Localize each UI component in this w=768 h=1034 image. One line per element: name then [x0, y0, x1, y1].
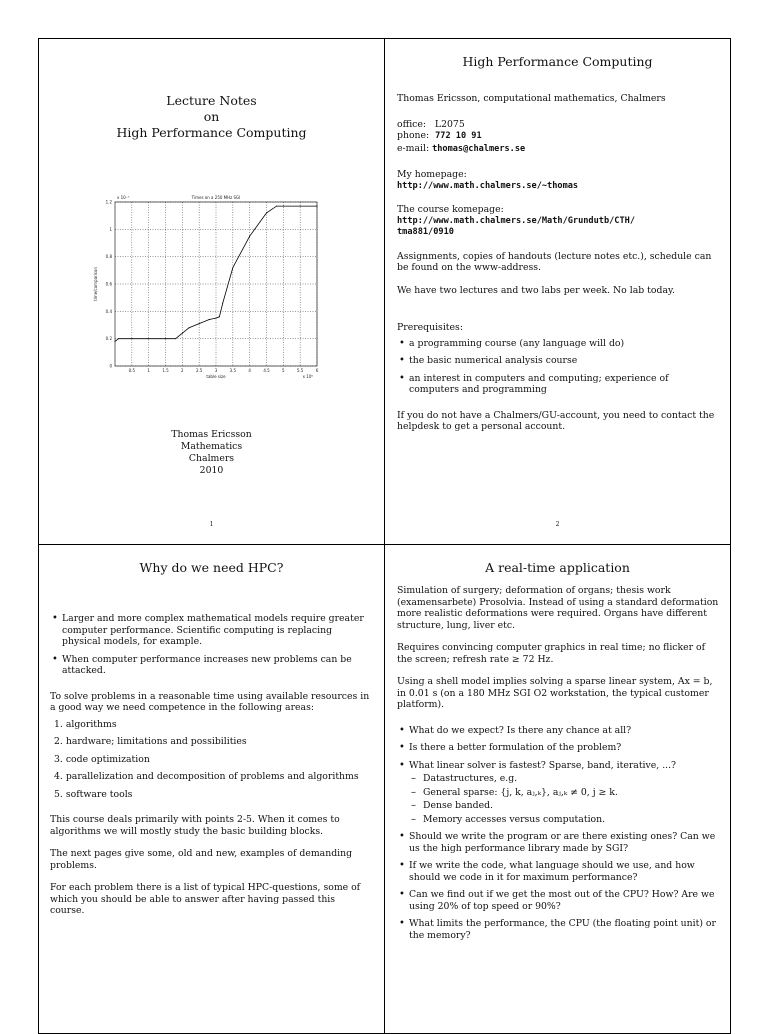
x-axis-label: table size: [206, 374, 226, 379]
list-item: • an interest in computers and computing; experience of computers and programming: [397, 373, 719, 396]
page-number-2: 2: [555, 521, 560, 528]
y-multiplier: x 10⁻⁷: [117, 195, 130, 200]
list-item: • a programming course (any language will do): [397, 338, 719, 350]
y-tick-label: 1: [109, 226, 112, 232]
timing-chart: [39, 187, 384, 382]
data-point: [182, 333, 183, 334]
slide-2: [385, 39, 730, 544]
author-year: 2010: [199, 465, 224, 476]
chart-title: Times on a 250 MHz SGI: [191, 195, 241, 200]
slide-3-title: Why do we need HPC?: [139, 560, 284, 575]
data-point: [283, 206, 284, 207]
x-tick-label: 5: [282, 368, 285, 373]
areas-intro: To solve problems in a reasonable time using available resources in a good way we need competence in the following areas:: [50, 690, 370, 713]
data-point: [266, 212, 267, 213]
author-dept: Mathematics: [180, 441, 243, 452]
graphics-text: Requires convincing computer graphics in real time; no flicker of the screen; refresh rate ≥ 72 Hz.: [397, 642, 706, 665]
x-tick-label: 1: [147, 368, 150, 373]
slide-1: [39, 39, 384, 544]
list-item: [397, 760, 719, 826]
title-line-3: High Performance Computing: [116, 125, 307, 140]
phone-label: phone:: [397, 130, 430, 141]
list-item: 1. algorithms: [54, 718, 117, 730]
slide-1-title: [39, 93, 384, 141]
x-tick-label: 6: [315, 368, 319, 373]
title-line-2: on: [203, 109, 220, 124]
y-tick-label: 0.6: [105, 281, 112, 287]
x-tick-label: 3: [214, 368, 218, 373]
author-name: Thomas Ericsson: [171, 429, 252, 440]
office-value: L2075: [434, 118, 465, 130]
list-item: • When computer performance increases new problems can be attacked.: [50, 654, 372, 677]
list-item: 5. software tools: [54, 788, 133, 800]
assignments-text: Assignments, copies of handouts (lecture notes etc.), schedule can be found on the www-address.: [397, 250, 712, 273]
shell-model-text: Using a shell model implies solving a sparse linear system, Ax = b, in 0.01 s (on a 180 MHz SGI O2 workstation, the typical customer platform).: [397, 676, 713, 710]
data-point: [209, 319, 210, 320]
simulation-text: Simulation of surgery; deformation of organs; thesis work (examensarbete) Prosolvia. Instead of using a standard deformation more realistic deformations were required. Organs have different structure, lung, liver etc.: [397, 585, 719, 631]
data-point: [118, 338, 119, 339]
sub-item: – Dense banded.: [409, 800, 719, 812]
data-point: [175, 338, 176, 339]
y-tick-label: 0.8: [105, 254, 112, 260]
x-tick-label: 5.5: [296, 368, 304, 373]
list-item: • Can we find out if we get the most out of the CPU? How? Are we using 20% of top speed or 90%?: [397, 889, 719, 912]
course-focus-text: This course deals primarily with points 2-5. When it comes to algorithms we will mostly study the basic building blocks.: [50, 814, 340, 837]
data-point: [115, 341, 116, 342]
homepage-link[interactable]: http://www.math.chalmers.se/~thomas: [397, 180, 579, 191]
data-point: [219, 316, 220, 317]
y-tick-label: 0.4: [105, 308, 112, 314]
list-item: • Is there a better formulation of the problem?: [397, 742, 719, 754]
list-item: • If we write the code, what language should we use, and how should we code in it for maximum performance?: [397, 860, 719, 883]
questions-text: For each problem there is a list of typical HPC-questions, some of which you should be able to answer after having passed this course.: [50, 882, 361, 916]
title-line-1: Lecture Notes: [166, 93, 257, 108]
list-item-text: What linear solver is fastest? Sparse, band, iterative, ...?: [409, 759, 677, 771]
list-item: 3. code optimization: [54, 753, 150, 765]
x-tick-label: 2.5: [195, 368, 203, 373]
data-point: [317, 206, 318, 207]
sub-item: – General sparse: {j, k, aⱼ,ₖ}, aⱼ,ₖ ≠ 0, j ≥ k.: [409, 787, 719, 799]
email-label: e-mail:: [397, 142, 430, 154]
list-item: 4. parallelization and decomposition of problems and algorithms: [54, 771, 359, 782]
email-value[interactable]: thomas@chalmers.se: [432, 143, 526, 154]
contact-block: [397, 119, 719, 156]
data-point: [300, 206, 301, 207]
x-tick-label: 4.5: [263, 368, 270, 373]
author-block: [39, 429, 384, 477]
x-tick-label: 0.5: [128, 368, 136, 373]
y-axis-label: time/comparison: [93, 267, 98, 301]
data-point: [131, 338, 132, 339]
series-line: [115, 206, 317, 341]
list-item: • What do we expect? Is there any chance at all?: [397, 725, 719, 737]
prerequisites-list: [397, 338, 719, 396]
account-text: If you do not have a Chalmers/GU-account, you need to contact the helpdesk to get a personal account.: [397, 409, 715, 432]
examples-text: The next pages give some, old and new, examples of demanding problems.: [50, 848, 353, 871]
prerequisites-label: Prerequisites:: [397, 322, 463, 333]
course-homepage-link[interactable]: http://www.math.chalmers.se/Math/Grundutb/CTH/: [397, 215, 635, 226]
y-tick-label: 1.2: [105, 199, 112, 205]
slide-4-title: A real-time application: [485, 560, 630, 575]
page-number-1: 1: [209, 521, 214, 528]
data-point: [249, 236, 250, 237]
list-item: 2. hardware; limitations and possibilities: [54, 736, 247, 747]
x-multiplier: x 10⁵: [302, 374, 313, 379]
list-item: • Should we write the program or are there existing ones? Can we us the high performance library made by SGI?: [397, 831, 719, 854]
data-point: [222, 303, 223, 304]
x-tick-label: 1.5: [162, 368, 169, 373]
list-item: • What limits the performance, the CPU (the floating point unit) or the memory?: [397, 918, 719, 941]
areas-list: [50, 719, 372, 801]
data-point: [165, 338, 166, 339]
sub-list: [409, 773, 719, 825]
data-point: [232, 267, 233, 268]
slide-2-title: High Performance Computing: [462, 54, 653, 69]
y-tick-label: 0: [109, 363, 112, 369]
x-tick-label: 2: [181, 368, 184, 373]
slide-3: [39, 545, 384, 1024]
data-point: [189, 327, 190, 328]
data-point: [199, 323, 200, 324]
data-point: [276, 206, 277, 207]
course-homepage-label: The course komepage:: [397, 204, 504, 215]
slide-4: [385, 545, 730, 1024]
x-tick-label: 3.5: [229, 368, 237, 373]
phone-value: 772 10 91: [435, 131, 482, 141]
author-univ: Chalmers: [188, 453, 235, 464]
hpc-reasons-list: [50, 613, 372, 677]
office-label: office:: [397, 118, 427, 130]
y-tick-label: 0.2: [105, 336, 112, 342]
sub-item: – Memory accesses versus computation.: [409, 814, 719, 826]
lectures-text: We have two lectures and two labs per week. No lab today.: [397, 284, 675, 296]
data-point: [216, 318, 217, 319]
questions-list: [397, 725, 719, 942]
homepage-label: My homepage:: [397, 169, 467, 180]
author-intro: Thomas Ericsson, computational mathematics, Chalmers: [397, 93, 666, 104]
x-tick-label: 4: [248, 368, 251, 373]
list-item: • Larger and more complex mathematical models require greater computer performance. Scientific computing is replacing physical models, for example.: [50, 613, 372, 648]
sub-item: – Datastructures, e.g.: [409, 773, 719, 785]
course-homepage-link-cont[interactable]: tma881/0910: [397, 227, 454, 237]
data-point: [148, 338, 149, 339]
list-item: • the basic numerical analysis course: [397, 355, 719, 367]
